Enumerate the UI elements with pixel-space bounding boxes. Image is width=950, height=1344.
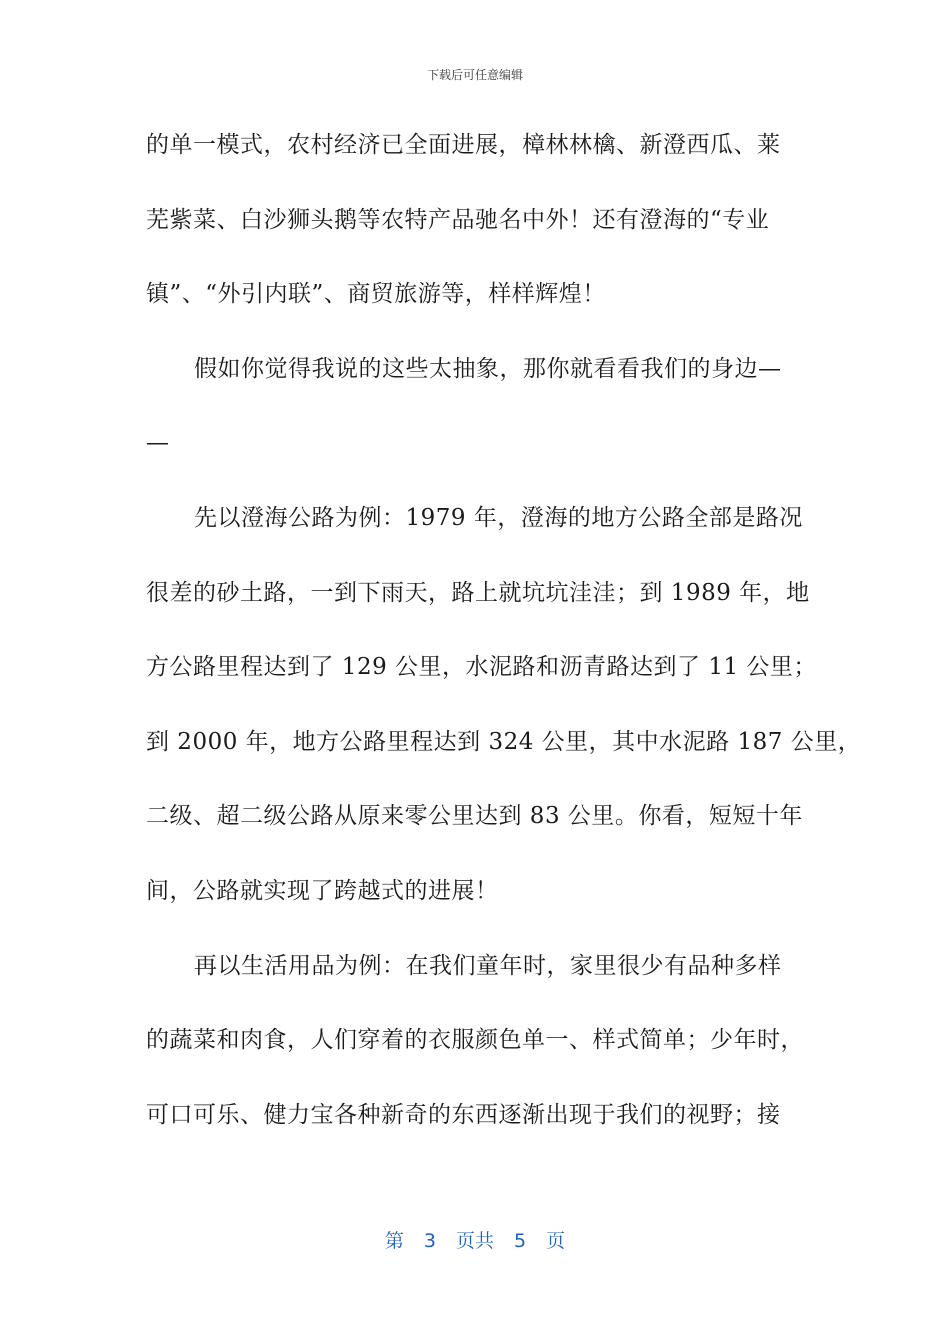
text-line: 的蔬菜和肉食，人们穿着的衣服颜色单一、样式简单；少年时，: [146, 1027, 804, 1054]
document-body: [146, 108, 862, 1152]
text-line: 很差的砂土路，一到下雨天，路上就坑坑洼洼；到 1989 年，地: [146, 579, 810, 606]
text-line: 镇”、“外引内联”、商贸旅游等，样样辉煌！: [146, 281, 606, 308]
text-line: 到 2000 年，地方公路里程达到 324 公里，其中水泥路 187 公里，: [146, 728, 862, 755]
text-line: 假如你觉得我说的这些太抽象，那你就看看我们的身边—: [194, 355, 782, 382]
text-line: 间，公路就实现了跨越式的进展！: [146, 877, 499, 904]
text-line: 先以澄海公路为例：1979 年，澄海的地方公路全部是路况: [194, 504, 803, 531]
text-line: 可口可乐、健力宝各种新奇的东西逐渐出现于我们的视野；接: [146, 1101, 781, 1128]
text-line: 二级、超二级公路从原来零公里达到 83 公里。你看，短短十年: [146, 803, 803, 830]
text-line: 的单一模式，农村经济已全面进展，樟林林檎、新澄西瓜、莱: [146, 132, 781, 158]
text-line: 再以生活用品为例：在我们童年时，家里很少有品种多样: [194, 952, 782, 979]
text-line: 芜紫菜、白沙狮头鹅等农特产品驰名中外！还有澄海的“专业: [146, 206, 770, 233]
page-number-footer: 第 3 页共 5 页: [384, 1230, 566, 1252]
text-line: —: [146, 430, 170, 457]
page-header: 下载后可任意编辑: [426, 68, 523, 82]
text-line: 方公路里程达到了 129 公里，水泥路和沥青路达到了 11 公里；: [146, 654, 817, 681]
